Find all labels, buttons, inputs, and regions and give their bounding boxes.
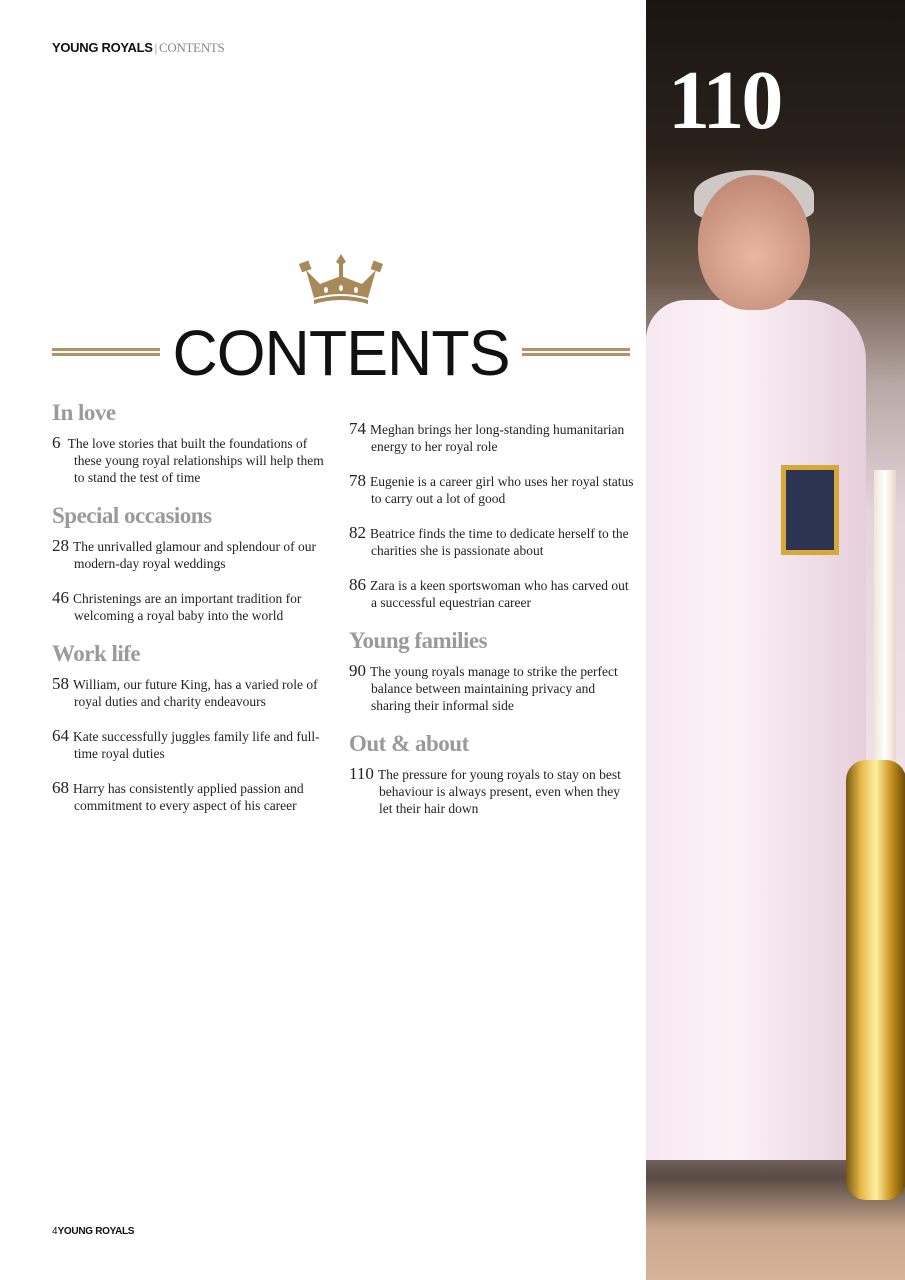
entry-text: The pressure for young royals to stay on best behaviour is always present, even when they let their hair down <box>377 767 621 816</box>
section-heading: In love <box>52 400 116 425</box>
photo-candle <box>874 470 896 760</box>
gold-rule-left <box>52 348 160 356</box>
contents-entry[interactable] <box>349 524 634 559</box>
footer-page-number: 4 <box>52 1226 58 1237</box>
section-special-occasions <box>52 503 337 624</box>
section-out-and-about <box>349 731 634 817</box>
contents-entry[interactable] <box>349 662 634 714</box>
header-separator: | <box>154 40 157 55</box>
entry-text: Christenings are an important tradition for welcoming a royal baby into the world <box>73 591 302 623</box>
section-heading: Work life <box>52 641 141 666</box>
running-header <box>52 40 224 56</box>
entry-page: 86 <box>349 575 366 594</box>
page-title: CONTENTS <box>172 317 510 389</box>
contents-entry[interactable] <box>52 434 337 486</box>
entry-page: 110 <box>349 764 374 783</box>
right-column <box>349 420 634 834</box>
entry-text: Beatrice finds the time to dedicate herself to the charities she is passionate about <box>370 526 629 558</box>
section-heading: Young families <box>349 628 488 653</box>
contents-entry[interactable] <box>349 472 634 507</box>
gold-rule-right <box>522 348 630 356</box>
photo-robe <box>646 300 866 1160</box>
entry-text: Harry has consistently applied passion and commitment to every aspect of his career <box>73 781 304 813</box>
photo-candlestick <box>846 760 905 1200</box>
footer-brand: YOUNG ROYALS <box>57 1226 135 1237</box>
contents-entry[interactable] <box>52 589 337 624</box>
entry-page: 28 <box>52 536 69 555</box>
entry-page: 78 <box>349 471 366 490</box>
section-in-love <box>52 400 337 486</box>
section-work-life <box>52 641 337 814</box>
title-row <box>52 318 630 388</box>
entry-page: 74 <box>349 419 366 438</box>
crown-icon <box>298 254 384 308</box>
photo-head <box>698 175 810 310</box>
entry-text: The unrivalled glamour and splendour of our modern-day royal weddings <box>73 539 316 571</box>
header-section: CONTENTS <box>158 40 225 55</box>
entry-page: 58 <box>52 674 69 693</box>
entry-page: 64 <box>52 726 69 745</box>
entry-text: William, our future King, has a varied role of royal duties and charity endeavours <box>73 677 318 709</box>
left-column <box>52 400 337 831</box>
entry-page: 68 <box>52 778 69 797</box>
entry-text: Meghan brings her long-standing humanitarian energy to her royal role <box>370 422 625 454</box>
contents-entry[interactable] <box>349 765 634 817</box>
page-footer <box>52 1226 134 1237</box>
contents-entry[interactable] <box>52 779 337 814</box>
contents-entry[interactable] <box>52 675 337 710</box>
entry-text: Eugenie is a career girl who uses her royal status to carry out a lot of good <box>370 474 634 506</box>
section-heading: Out & about <box>349 731 469 756</box>
entry-text: Kate successfully juggles family life and full-time royal duties <box>73 729 320 761</box>
cover-photo <box>646 0 905 1280</box>
entry-text: The young royals manage to strike the perfect balance between maintaining privacy and sharing their informal side <box>370 664 618 713</box>
photo-cuff <box>781 465 839 555</box>
featured-page-number: 110 <box>668 54 781 147</box>
entry-page: 6 <box>52 433 61 452</box>
contents-entry[interactable] <box>349 420 634 455</box>
section-young-families <box>349 628 634 714</box>
contents-entry[interactable] <box>349 576 634 611</box>
entry-page: 46 <box>52 588 69 607</box>
entry-text: Zara is a keen sportswoman who has carved out a successful equestrian career <box>370 578 629 610</box>
entry-text: The love stories that built the foundations of these young royal relationships will help them to stand the test of time <box>67 436 324 485</box>
contents-entry[interactable] <box>52 727 337 762</box>
contents-entry[interactable] <box>52 537 337 572</box>
entry-page: 90 <box>349 661 366 680</box>
section-heading: Special occasions <box>52 503 212 528</box>
header-brand: YOUNG ROYALS <box>52 40 153 55</box>
entry-page: 82 <box>349 523 366 542</box>
